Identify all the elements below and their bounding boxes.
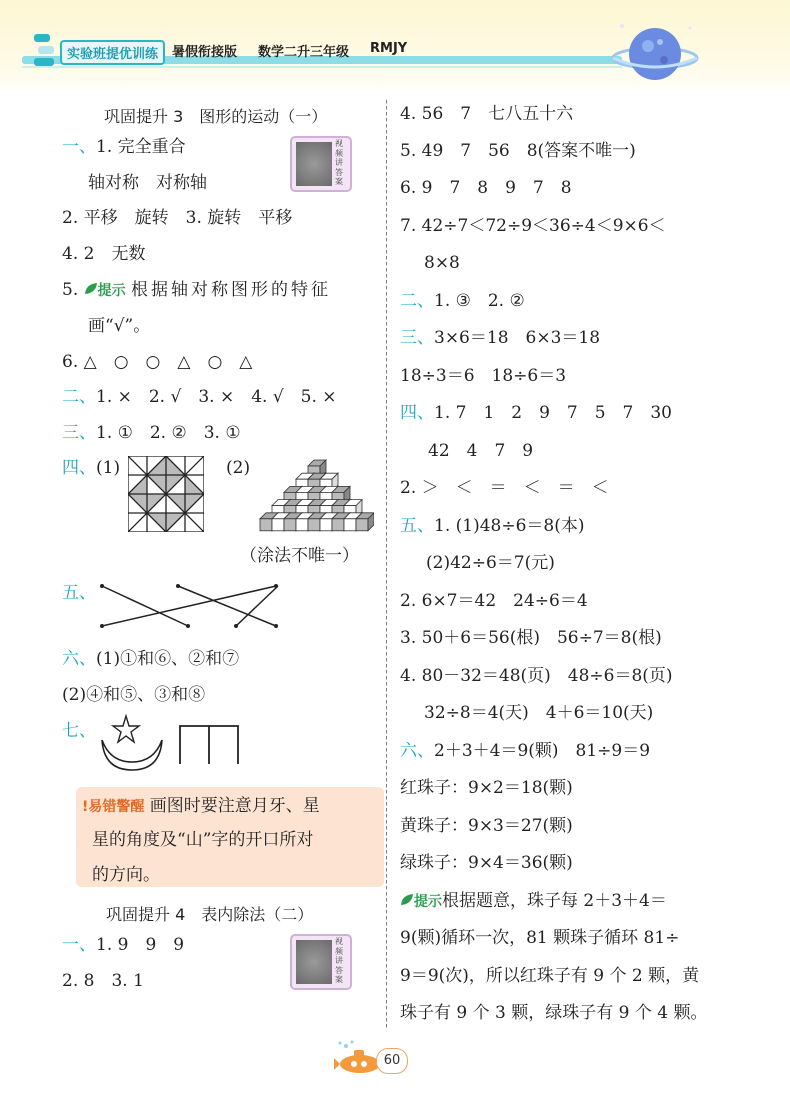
answer-line: 5. 49 7 56 8(答案不唯一) [400, 141, 636, 161]
answer-line: 6. 9 7 8 9 7 8 [400, 178, 572, 198]
answer-line: 2. ＞ ＜ ＝ ＜ ＝ ＜ [400, 478, 609, 498]
tip-text: 根据题意，珠子每 2＋3＋4＝ [442, 891, 667, 911]
page-number: 60 [376, 1048, 408, 1074]
qr-label: 视频讲答案 [335, 937, 343, 984]
qr-label: 视频讲答案 [335, 139, 343, 186]
answer-line: 4. 80－32＝48(页) 48÷6＝8(页) [400, 666, 673, 686]
edition-label: 暑假衔接版 [172, 45, 238, 60]
answer-line: 3. 50＋6＝56(根) 56÷7＝8(根) [400, 628, 662, 648]
tip-text: 9(颗)循环一次，81 颗珠子循环 81÷ [400, 928, 680, 948]
tip-text: 画“√”。 [88, 316, 151, 336]
matching-lines-figure [98, 580, 290, 632]
cube-face [320, 519, 332, 531]
cube-face [296, 519, 308, 531]
planet-illustration-icon [610, 14, 700, 94]
cube-face [332, 519, 344, 531]
answer-line: 2＋3＋4＝9(颗) 81÷9＝9 [434, 741, 651, 761]
leaf-icon [84, 282, 98, 296]
qr-code-icon [296, 142, 332, 186]
series-brand: 实验班提优训练 [60, 40, 165, 65]
part-four-marker: 四、 [400, 403, 434, 423]
part-five-marker: 五、 [400, 516, 434, 536]
section-title-3: 巩固提升 3 图形的运动（一） [104, 107, 328, 126]
part-two-marker: 二、 [62, 387, 96, 407]
answer-line: 2. 8 3. 1 [62, 971, 144, 991]
answer-line: 32÷8＝4(天) 4＋6＝10(天) [424, 703, 654, 723]
answer-line: 4. 2 无数 [62, 244, 146, 264]
answer-line: 1. 完全重合 [96, 137, 186, 157]
answer-line: 2. 6×7＝42 24÷6＝4 [400, 591, 588, 611]
part-one-marker: 一、 [62, 137, 96, 157]
mountain-character-figure [176, 722, 242, 766]
cube-face [284, 519, 296, 531]
part-six-marker: 六、 [400, 741, 434, 761]
answer-line: 1. ③ 2. ② [434, 291, 525, 311]
answer-line: 4. 56 7 七八五十六 [400, 104, 574, 124]
answer-line: 1. (1)48÷6＝8(本) [434, 516, 585, 536]
shaded-grid-figure [128, 456, 204, 532]
answer-line: 42 4 7 9 [428, 441, 534, 461]
part-three-marker: 三、 [400, 328, 434, 348]
cube-face [344, 519, 356, 531]
part-three-marker: 三、 [62, 423, 96, 443]
subquestion-label: (2) [226, 458, 251, 478]
answer-line: (2)42÷6＝7(元) [426, 553, 555, 573]
answer-line: 绿珠子：9×4＝36(颗) [400, 853, 573, 873]
answer-line: 1. ① 2. ② 3. ① [96, 423, 241, 443]
answer-line: 黄珠子：9×3＝27(颗) [400, 816, 573, 836]
part-seven-marker: 七、 [62, 721, 96, 741]
warning-icon: ! [82, 799, 89, 815]
section-title-4: 巩固提升 4 表内除法（二） [106, 905, 314, 924]
answer-line: 6. △ ○ ○ △ ○ △ [62, 352, 253, 372]
question-number: 5. [62, 280, 79, 300]
warning-text: 的方向。 [92, 865, 160, 885]
tip-text: 9＝9(次)，所以红珠子有 9 个 2 颗，黄 [400, 966, 700, 986]
answer-line: 18÷3＝6 18÷6＝3 [400, 366, 567, 386]
tip-label: 提示 [97, 283, 126, 299]
answer-line: 3×6＝18 6×3＝18 [434, 328, 601, 348]
tip-text: 珠子有 9 个 3 颗，绿珠子有 9 个 4 颗。 [400, 1003, 708, 1023]
answer-line: 1. 7 1 2 9 7 5 7 30 [434, 403, 672, 423]
subject-label: 数学二升三年级 [258, 45, 350, 60]
answer-line: 轴对称 对称轴 [88, 173, 207, 193]
answer-line: 1. × 2. √ 3. × 4. √ 5. × [96, 387, 337, 407]
answer-line: 2. 平移 旋转 3. 旋转 平移 [62, 208, 293, 228]
answer-line: 1. 9 9 9 [96, 935, 185, 955]
answer-line: 8×8 [424, 253, 460, 273]
qr-code-icon [296, 940, 332, 984]
video-qr-code[interactable] [290, 136, 352, 192]
tip-label: 提示 [414, 894, 442, 910]
cube-pyramid-figure [248, 454, 374, 536]
leaf-icon [400, 893, 414, 907]
logo-mark-icon [32, 30, 58, 76]
warning-text: 星的角度及“山”字的开口所对 [92, 830, 314, 850]
answer-line: (1)①和⑥、②和⑦ [96, 649, 240, 669]
moon-star-figure [96, 712, 166, 774]
warning-text: 画图时要注意月牙、星 [149, 796, 320, 816]
column-divider [386, 100, 387, 1030]
cube-face [356, 519, 368, 531]
part-six-marker: 六、 [62, 649, 96, 669]
cube-face [260, 519, 272, 531]
answer-line: 7. 42÷7＜72÷9＜36÷4＜9×6＜ [400, 216, 666, 236]
video-qr-code[interactable] [290, 934, 352, 990]
part-one-marker: 一、 [62, 935, 96, 955]
part-five-marker: 五、 [62, 583, 96, 603]
answer-note: （涂法不唯一） [240, 546, 359, 566]
part-two-marker: 二、 [400, 291, 434, 311]
part-four-marker: 四、 [62, 458, 96, 478]
version-label: RMJY [370, 41, 408, 56]
subquestion-label: (1) [96, 458, 121, 478]
answer-line: (2)④和⑤、③和⑧ [62, 685, 206, 705]
cube-face [272, 519, 284, 531]
page-header [0, 0, 790, 96]
header-stripe-thin [22, 66, 622, 68]
warning-label: 易错警醒 [88, 799, 145, 815]
answer-line: 红珠子：9×2＝18(颗) [400, 778, 573, 798]
tip-text: 根据轴对称图形的特征 [131, 280, 332, 300]
cube-face [308, 519, 320, 531]
